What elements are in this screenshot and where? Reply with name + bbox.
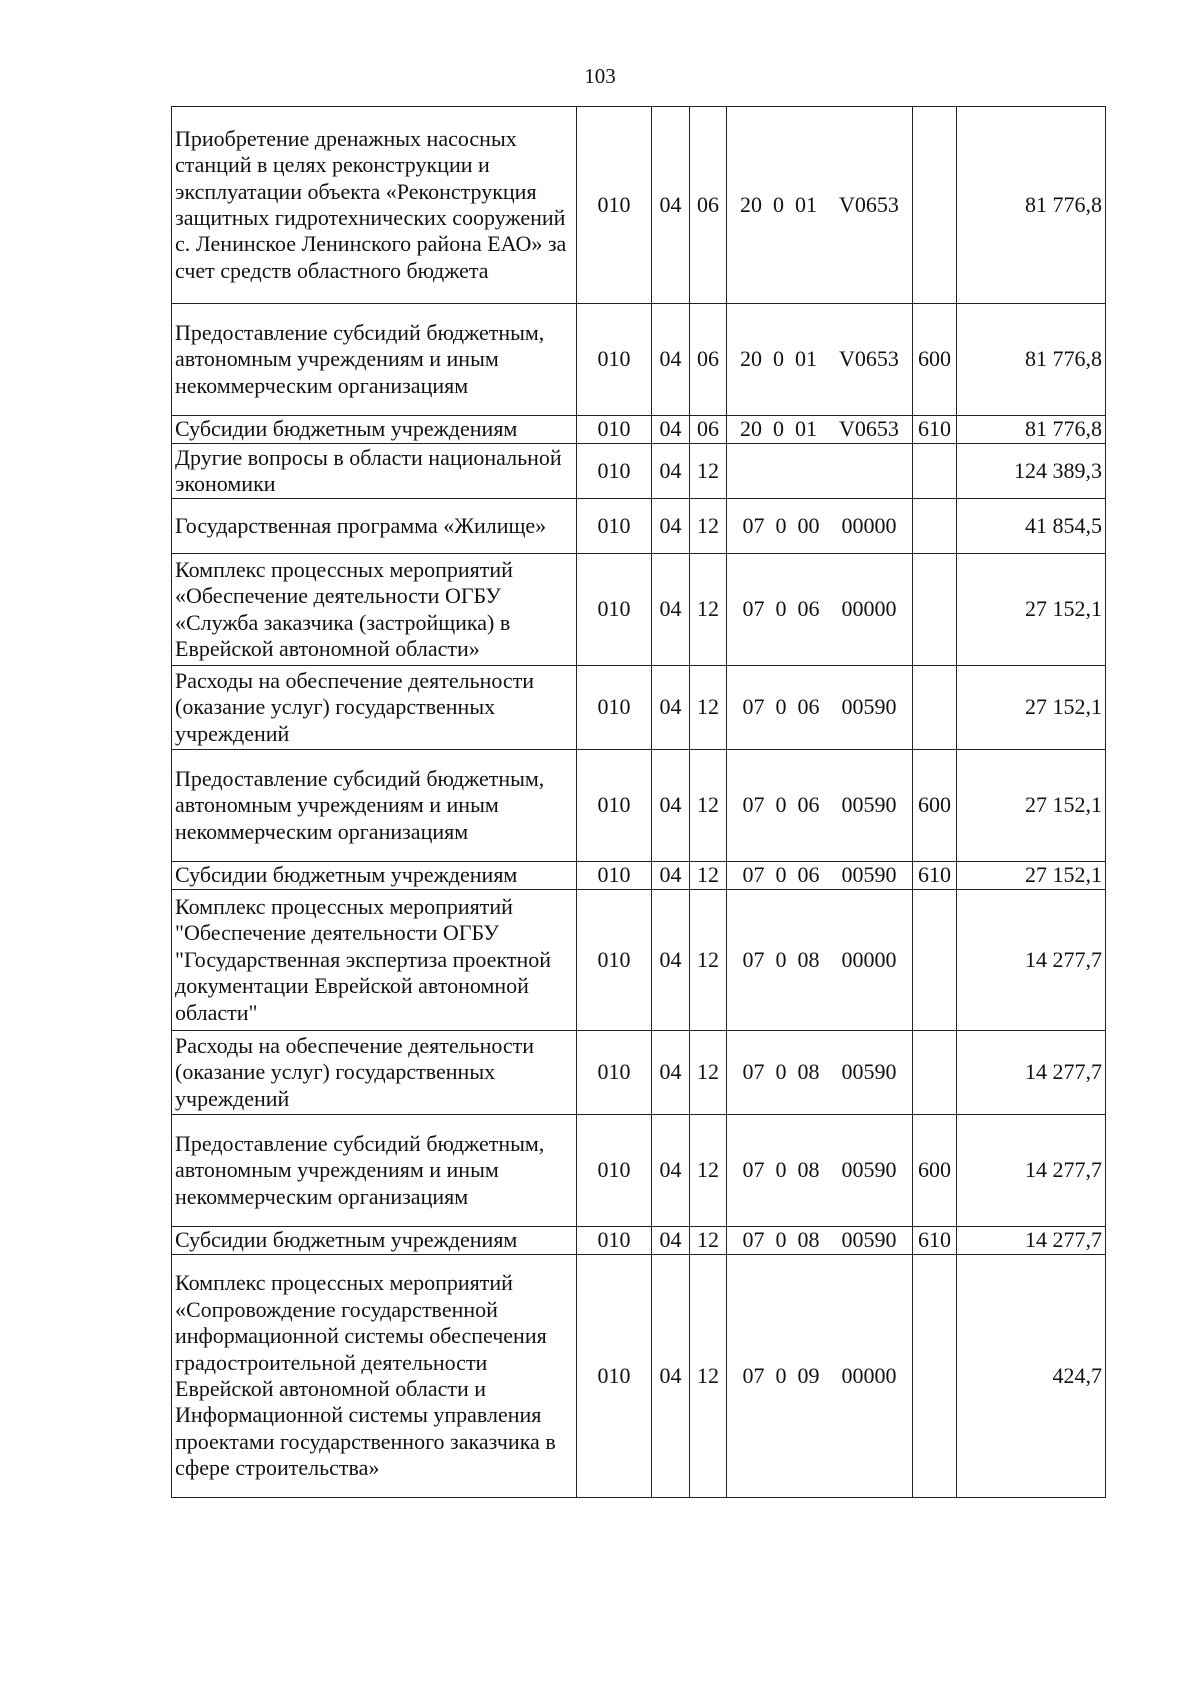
target-article-subprogram: 0 bbox=[775, 512, 787, 538]
amount-cell: 424,7 bbox=[957, 1255, 1106, 1498]
subsection-code-cell: 12 bbox=[690, 1227, 727, 1255]
amount-cell: 81 776,8 bbox=[957, 416, 1106, 444]
table-row bbox=[172, 107, 1106, 304]
target-article-code bbox=[730, 1059, 909, 1085]
target-article-program: 20 bbox=[740, 191, 763, 217]
subsection-code-cell: 06 bbox=[690, 107, 727, 304]
target-article-subprogram: 0 bbox=[775, 862, 787, 888]
target-article-subprogram: 0 bbox=[773, 191, 785, 217]
ministry-code-cell: 010 bbox=[577, 107, 652, 304]
table-row bbox=[172, 890, 1106, 1031]
target-article-code bbox=[730, 513, 909, 539]
target-article-program: 20 bbox=[740, 416, 763, 442]
item-name-cell: Комплекс процессных мероприятий "Обеспечение деятельности ОГБУ "Государственная экспертиза проектной документации Еврейской автономной области" bbox=[172, 890, 577, 1031]
item-name-cell: Субсидии бюджетным учреждениям bbox=[172, 1227, 577, 1255]
target-article-subprogram: 0 bbox=[773, 416, 785, 442]
target-article-code bbox=[730, 458, 909, 484]
section-code-cell: 04 bbox=[652, 666, 690, 750]
ministry-code-cell: 010 bbox=[577, 554, 652, 666]
subsection-code-cell: 12 bbox=[690, 666, 727, 750]
table-row bbox=[172, 1115, 1106, 1227]
ministry-code-cell: 010 bbox=[577, 444, 652, 499]
section-code-cell: 04 bbox=[652, 416, 690, 444]
target-article-cell bbox=[727, 862, 913, 890]
amount-cell: 27 152,1 bbox=[957, 862, 1106, 890]
subsection-code-cell: 12 bbox=[690, 862, 727, 890]
target-article-program: 07 bbox=[742, 946, 765, 972]
ministry-code-cell: 010 bbox=[577, 1227, 652, 1255]
amount-cell: 27 152,1 bbox=[957, 750, 1106, 862]
target-article-cell bbox=[727, 304, 913, 416]
target-article-code bbox=[730, 1227, 909, 1253]
target-article-cell bbox=[727, 416, 913, 444]
target-article-subprogram: 0 bbox=[775, 694, 787, 720]
target-article-direction: 00590 bbox=[841, 862, 897, 888]
table-row bbox=[172, 750, 1106, 862]
amount-cell: 14 277,7 bbox=[957, 890, 1106, 1031]
target-article-activity: 08 bbox=[797, 1227, 820, 1253]
item-name-cell: Расходы на обеспечение деятельности (оказание услуг) государственных учреждений bbox=[172, 1031, 577, 1115]
target-article-direction: 00590 bbox=[841, 1059, 897, 1085]
section-code-cell: 04 bbox=[652, 1227, 690, 1255]
target-article-subprogram: 0 bbox=[775, 1059, 787, 1085]
target-article-program: 20 bbox=[740, 346, 763, 372]
table-row bbox=[172, 444, 1106, 499]
target-article-code bbox=[730, 1157, 909, 1183]
target-article-cell bbox=[727, 1227, 913, 1255]
section-code-cell: 04 bbox=[652, 444, 690, 499]
subsection-code-cell: 12 bbox=[690, 499, 727, 554]
amount-cell: 14 277,7 bbox=[957, 1115, 1106, 1227]
amount-cell: 14 277,7 bbox=[957, 1031, 1106, 1115]
target-article-cell bbox=[727, 554, 913, 666]
target-article-direction: 00590 bbox=[841, 1227, 897, 1253]
target-article-cell bbox=[727, 666, 913, 750]
table-row bbox=[172, 554, 1106, 666]
target-article-code bbox=[730, 346, 909, 372]
target-article-cell bbox=[727, 499, 913, 554]
item-name-cell: Субсидии бюджетным учреждениям bbox=[172, 862, 577, 890]
item-name-cell: Расходы на обеспечение деятельности (оказание услуг) государственных учреждений bbox=[172, 666, 577, 750]
target-article-code bbox=[730, 694, 909, 720]
amount-cell: 27 152,1 bbox=[957, 666, 1106, 750]
amount-cell: 14 277,7 bbox=[957, 1227, 1106, 1255]
expense-type-cell: 600 bbox=[913, 1115, 957, 1227]
section-code-cell: 04 bbox=[652, 1255, 690, 1498]
amount-cell: 41 854,5 bbox=[957, 499, 1106, 554]
subsection-code-cell: 12 bbox=[690, 750, 727, 862]
table-row bbox=[172, 1255, 1106, 1498]
target-article-activity: 06 bbox=[797, 596, 820, 622]
budget-table bbox=[171, 106, 1106, 1498]
subsection-code-cell: 12 bbox=[690, 444, 727, 499]
target-article-cell bbox=[727, 1031, 913, 1115]
target-article-activity: 06 bbox=[797, 694, 820, 720]
target-article-code bbox=[730, 862, 909, 888]
target-article-activity: 01 bbox=[795, 346, 818, 372]
table-row bbox=[172, 862, 1106, 890]
budget-table-body bbox=[172, 107, 1106, 1498]
section-code-cell: 04 bbox=[652, 1031, 690, 1115]
target-article-program: 07 bbox=[742, 862, 765, 888]
target-article-activity: 08 bbox=[797, 1157, 820, 1183]
target-article-activity: 08 bbox=[797, 1059, 820, 1085]
section-code-cell: 04 bbox=[652, 554, 690, 666]
target-article-cell bbox=[727, 1115, 913, 1227]
page-number: 103 bbox=[584, 64, 616, 88]
target-article-cell bbox=[727, 1255, 913, 1498]
ministry-code-cell: 010 bbox=[577, 862, 652, 890]
target-article-direction: V0653 bbox=[839, 416, 899, 442]
ministry-code-cell: 010 bbox=[577, 304, 652, 416]
subsection-code-cell: 12 bbox=[690, 1255, 727, 1498]
target-article-cell bbox=[727, 444, 913, 499]
target-article-direction: 00000 bbox=[841, 946, 897, 972]
target-article-direction: 00590 bbox=[841, 1157, 897, 1183]
table-row bbox=[172, 416, 1106, 444]
target-article-subprogram: 0 bbox=[775, 1362, 787, 1388]
section-code-cell: 04 bbox=[652, 107, 690, 304]
target-article-activity: 01 bbox=[795, 191, 818, 217]
target-article-program: 07 bbox=[742, 1362, 765, 1388]
table-row bbox=[172, 1031, 1106, 1115]
expense-type-cell bbox=[913, 499, 957, 554]
expense-type-cell: 600 bbox=[913, 750, 957, 862]
target-article-activity: 06 bbox=[797, 862, 820, 888]
section-code-cell: 04 bbox=[652, 499, 690, 554]
section-code-cell: 04 bbox=[652, 1115, 690, 1227]
target-article-cell bbox=[727, 750, 913, 862]
table-row bbox=[172, 304, 1106, 416]
target-article-program: 07 bbox=[742, 1157, 765, 1183]
target-article-program: 07 bbox=[742, 512, 765, 538]
amount-cell: 81 776,8 bbox=[957, 107, 1106, 304]
ministry-code-cell: 010 bbox=[577, 1255, 652, 1498]
ministry-code-cell: 010 bbox=[577, 499, 652, 554]
expense-type-cell: 610 bbox=[913, 416, 957, 444]
ministry-code-cell: 010 bbox=[577, 666, 652, 750]
item-name-cell: Государственная программа «Жилище» bbox=[172, 499, 577, 554]
target-article-direction: V0653 bbox=[839, 191, 899, 217]
expense-type-cell bbox=[913, 890, 957, 1031]
target-article-code bbox=[730, 416, 909, 442]
target-article-code bbox=[730, 947, 909, 973]
target-article-code bbox=[730, 192, 909, 218]
section-code-cell: 04 bbox=[652, 304, 690, 416]
subsection-code-cell: 06 bbox=[690, 304, 727, 416]
target-article-direction: 00590 bbox=[841, 792, 897, 818]
target-article-activity: 06 bbox=[797, 792, 820, 818]
expense-type-cell bbox=[913, 107, 957, 304]
target-article-direction: 00590 bbox=[841, 694, 897, 720]
section-code-cell: 04 bbox=[652, 862, 690, 890]
subsection-code-cell: 12 bbox=[690, 1115, 727, 1227]
expense-type-cell: 600 bbox=[913, 304, 957, 416]
subsection-code-cell: 12 bbox=[690, 554, 727, 666]
target-article-direction: 00000 bbox=[841, 512, 897, 538]
target-article-code bbox=[730, 1363, 909, 1389]
target-article-subprogram: 0 bbox=[775, 1227, 787, 1253]
target-article-subprogram: 0 bbox=[775, 1157, 787, 1183]
target-article-direction: 00000 bbox=[841, 1362, 897, 1388]
amount-cell: 27 152,1 bbox=[957, 554, 1106, 666]
item-name-cell: Другие вопросы в области национальной экономики bbox=[172, 444, 577, 499]
target-article-activity: 01 bbox=[795, 416, 818, 442]
ministry-code-cell: 010 bbox=[577, 750, 652, 862]
target-article-activity: 09 bbox=[797, 1362, 820, 1388]
target-article-activity: 00 bbox=[797, 512, 820, 538]
target-article-cell bbox=[727, 107, 913, 304]
subsection-code-cell: 12 bbox=[690, 1031, 727, 1115]
target-article-code bbox=[730, 792, 909, 818]
target-article-subprogram: 0 bbox=[773, 346, 785, 372]
amount-cell: 124 389,3 bbox=[957, 444, 1106, 499]
target-article-program: 07 bbox=[742, 1059, 765, 1085]
table-row bbox=[172, 666, 1106, 750]
item-name-cell: Приобретение дренажных насосных станций в целях реконструкции и эксплуатации объекта «Реконструкция защитных гидротехнических сооружений с. Ленинское Ленинского района ЕАО» за счет средств областного бюджета bbox=[172, 107, 577, 304]
target-article-program: 07 bbox=[742, 1227, 765, 1253]
subsection-code-cell: 06 bbox=[690, 416, 727, 444]
item-name-cell: Комплекс процессных мероприятий «Обеспечение деятельности ОГБУ «Служба заказчика (застройщика) в Еврейской автономной области» bbox=[172, 554, 577, 666]
target-article-direction: V0653 bbox=[839, 346, 899, 372]
target-article-direction: 00000 bbox=[841, 596, 897, 622]
expense-type-cell bbox=[913, 666, 957, 750]
expense-type-cell bbox=[913, 554, 957, 666]
ministry-code-cell: 010 bbox=[577, 1115, 652, 1227]
section-code-cell: 04 bbox=[652, 890, 690, 1031]
expense-type-cell bbox=[913, 1255, 957, 1498]
target-article-activity: 08 bbox=[797, 946, 820, 972]
expense-type-cell: 610 bbox=[913, 1227, 957, 1255]
table-row bbox=[172, 499, 1106, 554]
target-article-subprogram: 0 bbox=[775, 946, 787, 972]
expense-type-cell bbox=[913, 1031, 957, 1115]
item-name-cell: Предоставление субсидий бюджетным, автономным учреждениям и иным некоммерческим организациям bbox=[172, 1115, 577, 1227]
target-article-program: 07 bbox=[742, 792, 765, 818]
section-code-cell: 04 bbox=[652, 750, 690, 862]
target-article-cell bbox=[727, 890, 913, 1031]
expense-type-cell bbox=[913, 444, 957, 499]
expense-type-cell: 610 bbox=[913, 862, 957, 890]
target-article-code bbox=[730, 596, 909, 622]
amount-cell: 81 776,8 bbox=[957, 304, 1106, 416]
target-article-subprogram: 0 bbox=[775, 596, 787, 622]
table-row bbox=[172, 1227, 1106, 1255]
item-name-cell: Предоставление субсидий бюджетным, автономным учреждениям и иным некоммерческим организациям bbox=[172, 304, 577, 416]
target-article-program: 07 bbox=[742, 596, 765, 622]
item-name-cell: Предоставление субсидий бюджетным, автономным учреждениям и иным некоммерческим организациям bbox=[172, 750, 577, 862]
ministry-code-cell: 010 bbox=[577, 416, 652, 444]
target-article-subprogram: 0 bbox=[775, 792, 787, 818]
target-article-program: 07 bbox=[742, 694, 765, 720]
subsection-code-cell: 12 bbox=[690, 890, 727, 1031]
ministry-code-cell: 010 bbox=[577, 1031, 652, 1115]
ministry-code-cell: 010 bbox=[577, 890, 652, 1031]
item-name-cell: Субсидии бюджетным учреждениям bbox=[172, 416, 577, 444]
item-name-cell: Комплекс процессных мероприятий «Сопровождение государственной информационной системы обеспечения градостроительной деятельности Еврейской автономной области и Информационной системы управления проектами государственного заказчика в сфере строительства» bbox=[172, 1255, 577, 1498]
